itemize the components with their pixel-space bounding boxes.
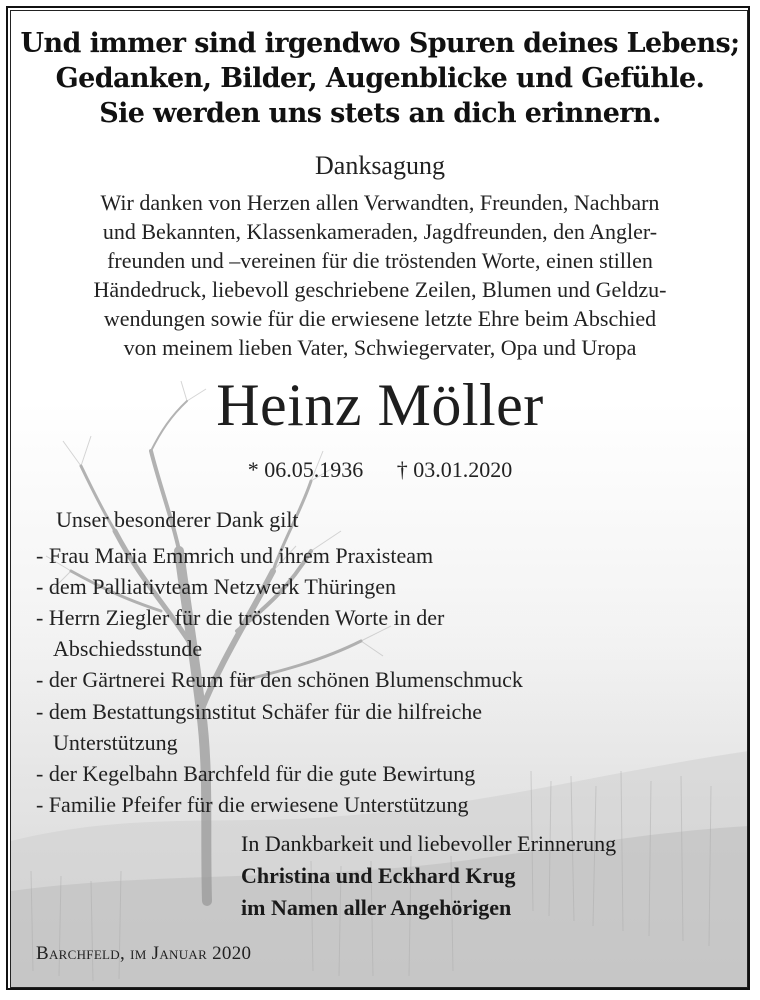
thanks-item: - Herrn Ziegler für die tröstenden Worte in der (36, 605, 445, 630)
thanks-item: - der Gärtnerei Reum für den schönen Blumenschmuck (36, 667, 523, 692)
thanks-item: - Frau Maria Emmrich und ihrem Praxisteam (36, 543, 434, 568)
thanks-item: - dem Bestattungsinstitut Schäfer für die hilfreiche (36, 699, 482, 724)
thanks-item-continuation: Abschiedsstunde (53, 636, 203, 661)
life-dates (11, 457, 748, 483)
body-line: wendungen sowie für die erwiesene letzte Ehre beim Abschied (103, 306, 657, 331)
body-line: freunden und –vereinen für die tröstenden Worte, einen stillen (107, 248, 653, 273)
place-date: Barchfeld, im Januar 2020 (36, 943, 252, 964)
thanks-item-continuation: Unterstützung (53, 730, 178, 755)
motto-line-1: Und immer sind irgendwo Spuren deines Lebens; (20, 28, 740, 59)
death-date: † 03.01.2020 (396, 457, 513, 482)
body-line: und Bekannten, Klassenkameraden, Jagdfreunden, den Angler- (102, 219, 658, 244)
special-thanks-heading: Unser besonderer Dank gilt (56, 507, 299, 532)
motto-line-3: Sie werden uns stets an dich erinnern. (99, 98, 661, 129)
thanks-item: - Familie Pfeifer für die erwiesene Unterstützung (36, 792, 469, 817)
section-title: Danksagung (315, 151, 445, 180)
signature-line-3: im Namen aller Angehörigen (241, 895, 512, 920)
body-line: Wir danken von Herzen allen Verwandten, Freunden, Nachbarn (100, 190, 660, 215)
deceased-name: Heinz Möller (216, 372, 544, 438)
body-line: von meinem lieben Vater, Schwiegervater, Opa und Uropa (123, 335, 637, 360)
notice-text (11, 11, 748, 988)
signature-line-1: In Dankbarkeit und liebevoller Erinnerung (241, 831, 617, 856)
birth-date: * 06.05.1936 (247, 457, 364, 482)
notice-panel (10, 10, 748, 988)
thanks-item: - dem Palliativteam Netzwerk Thüringen (36, 574, 397, 599)
motto-line-2: Gedanken, Bilder, Augenblicke und Gefühle. (55, 63, 705, 94)
body-line: Händedruck, liebevoll geschriebene Zeilen, Blumen und Geldzu- (93, 277, 667, 302)
signature-names: Christina und Eckhard Krug (241, 863, 516, 888)
thanks-item: - der Kegelbahn Barchfeld für die gute Bewirtung (36, 761, 476, 786)
